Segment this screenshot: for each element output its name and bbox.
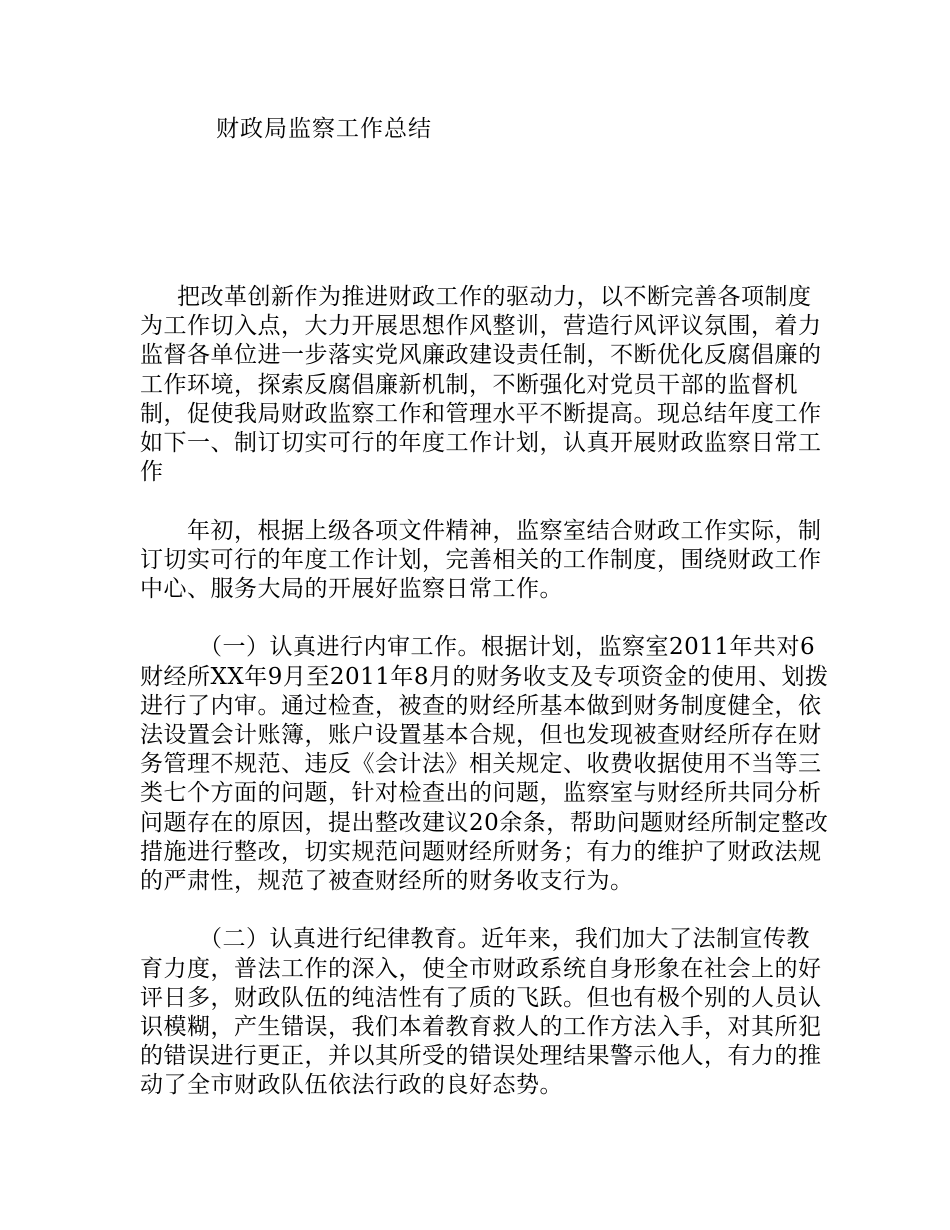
paragraph-internal-audit: （一）认真进行内审工作。根据计划，监察室2011年共对6财经所XX年9月至2011年8月的财务收支及专项资金的使用、划拨进行了内审。通过检查，被查的财经所基本做到财务制度健全，依法设置会计账簿，账户设置基本合规，但也发现被查财经所存在财务管理不规范、违反《会计法》相关规定、收费收据使用不当等三类七个方面的问题，针对检查出的问题，监察室与财经所共同分析问题存在的原因，提出整改建议20余条，帮助问题财经所制定整改措施进行整改，切实规范问题财经所财务；有力的维护了财政法规的严肃性，规范了被查财经所的财务收支行为。 (140, 634, 829, 895)
paragraph-annual-plan: 年初，根据上级各项文件精神，监察室结合财政工作实际，制订切实可行的年度工作计划，完善相关的工作制度，围绕财政工作中心、服务大局的开展好监察日常工作。 (140, 517, 822, 603)
document-title: 财政局监察工作总结 (216, 116, 432, 142)
document-body (140, 283, 830, 1130)
paragraph-intro: 把改革创新作为推进财政工作的驱动力，以不断完善各项制度为工作切入点，大力开展思想作风整训，营造行风评议氛围，着力监督各单位进一步落实党风廉政建设责任制，不断优化反腐倡廉的工作环境，探索反腐倡廉新机制，不断强化对党员干部的监督机制，促使我局财政监察工作和管理水平不断提高。现总结年度工作如下一、制订切实可行的年度工作计划，认真开展财政监察日常工作 (140, 284, 822, 486)
paragraph-discipline-education: （二）认真进行纪律教育。近年来，我们加大了法制宣传教育力度，普法工作的深入，使全市财政系统自身形象在社会上的好评日多，财政队伍的纯洁性有了质的飞跃。但也有极个别的人员认识模糊，产生错误，我们本着教育救人的工作方法入手，对其所犯的错误进行更正，并以其所受的错误处理结果警示他人，有力的推动了全市财政队伍依法行政的良好态势。 (140, 926, 822, 1099)
